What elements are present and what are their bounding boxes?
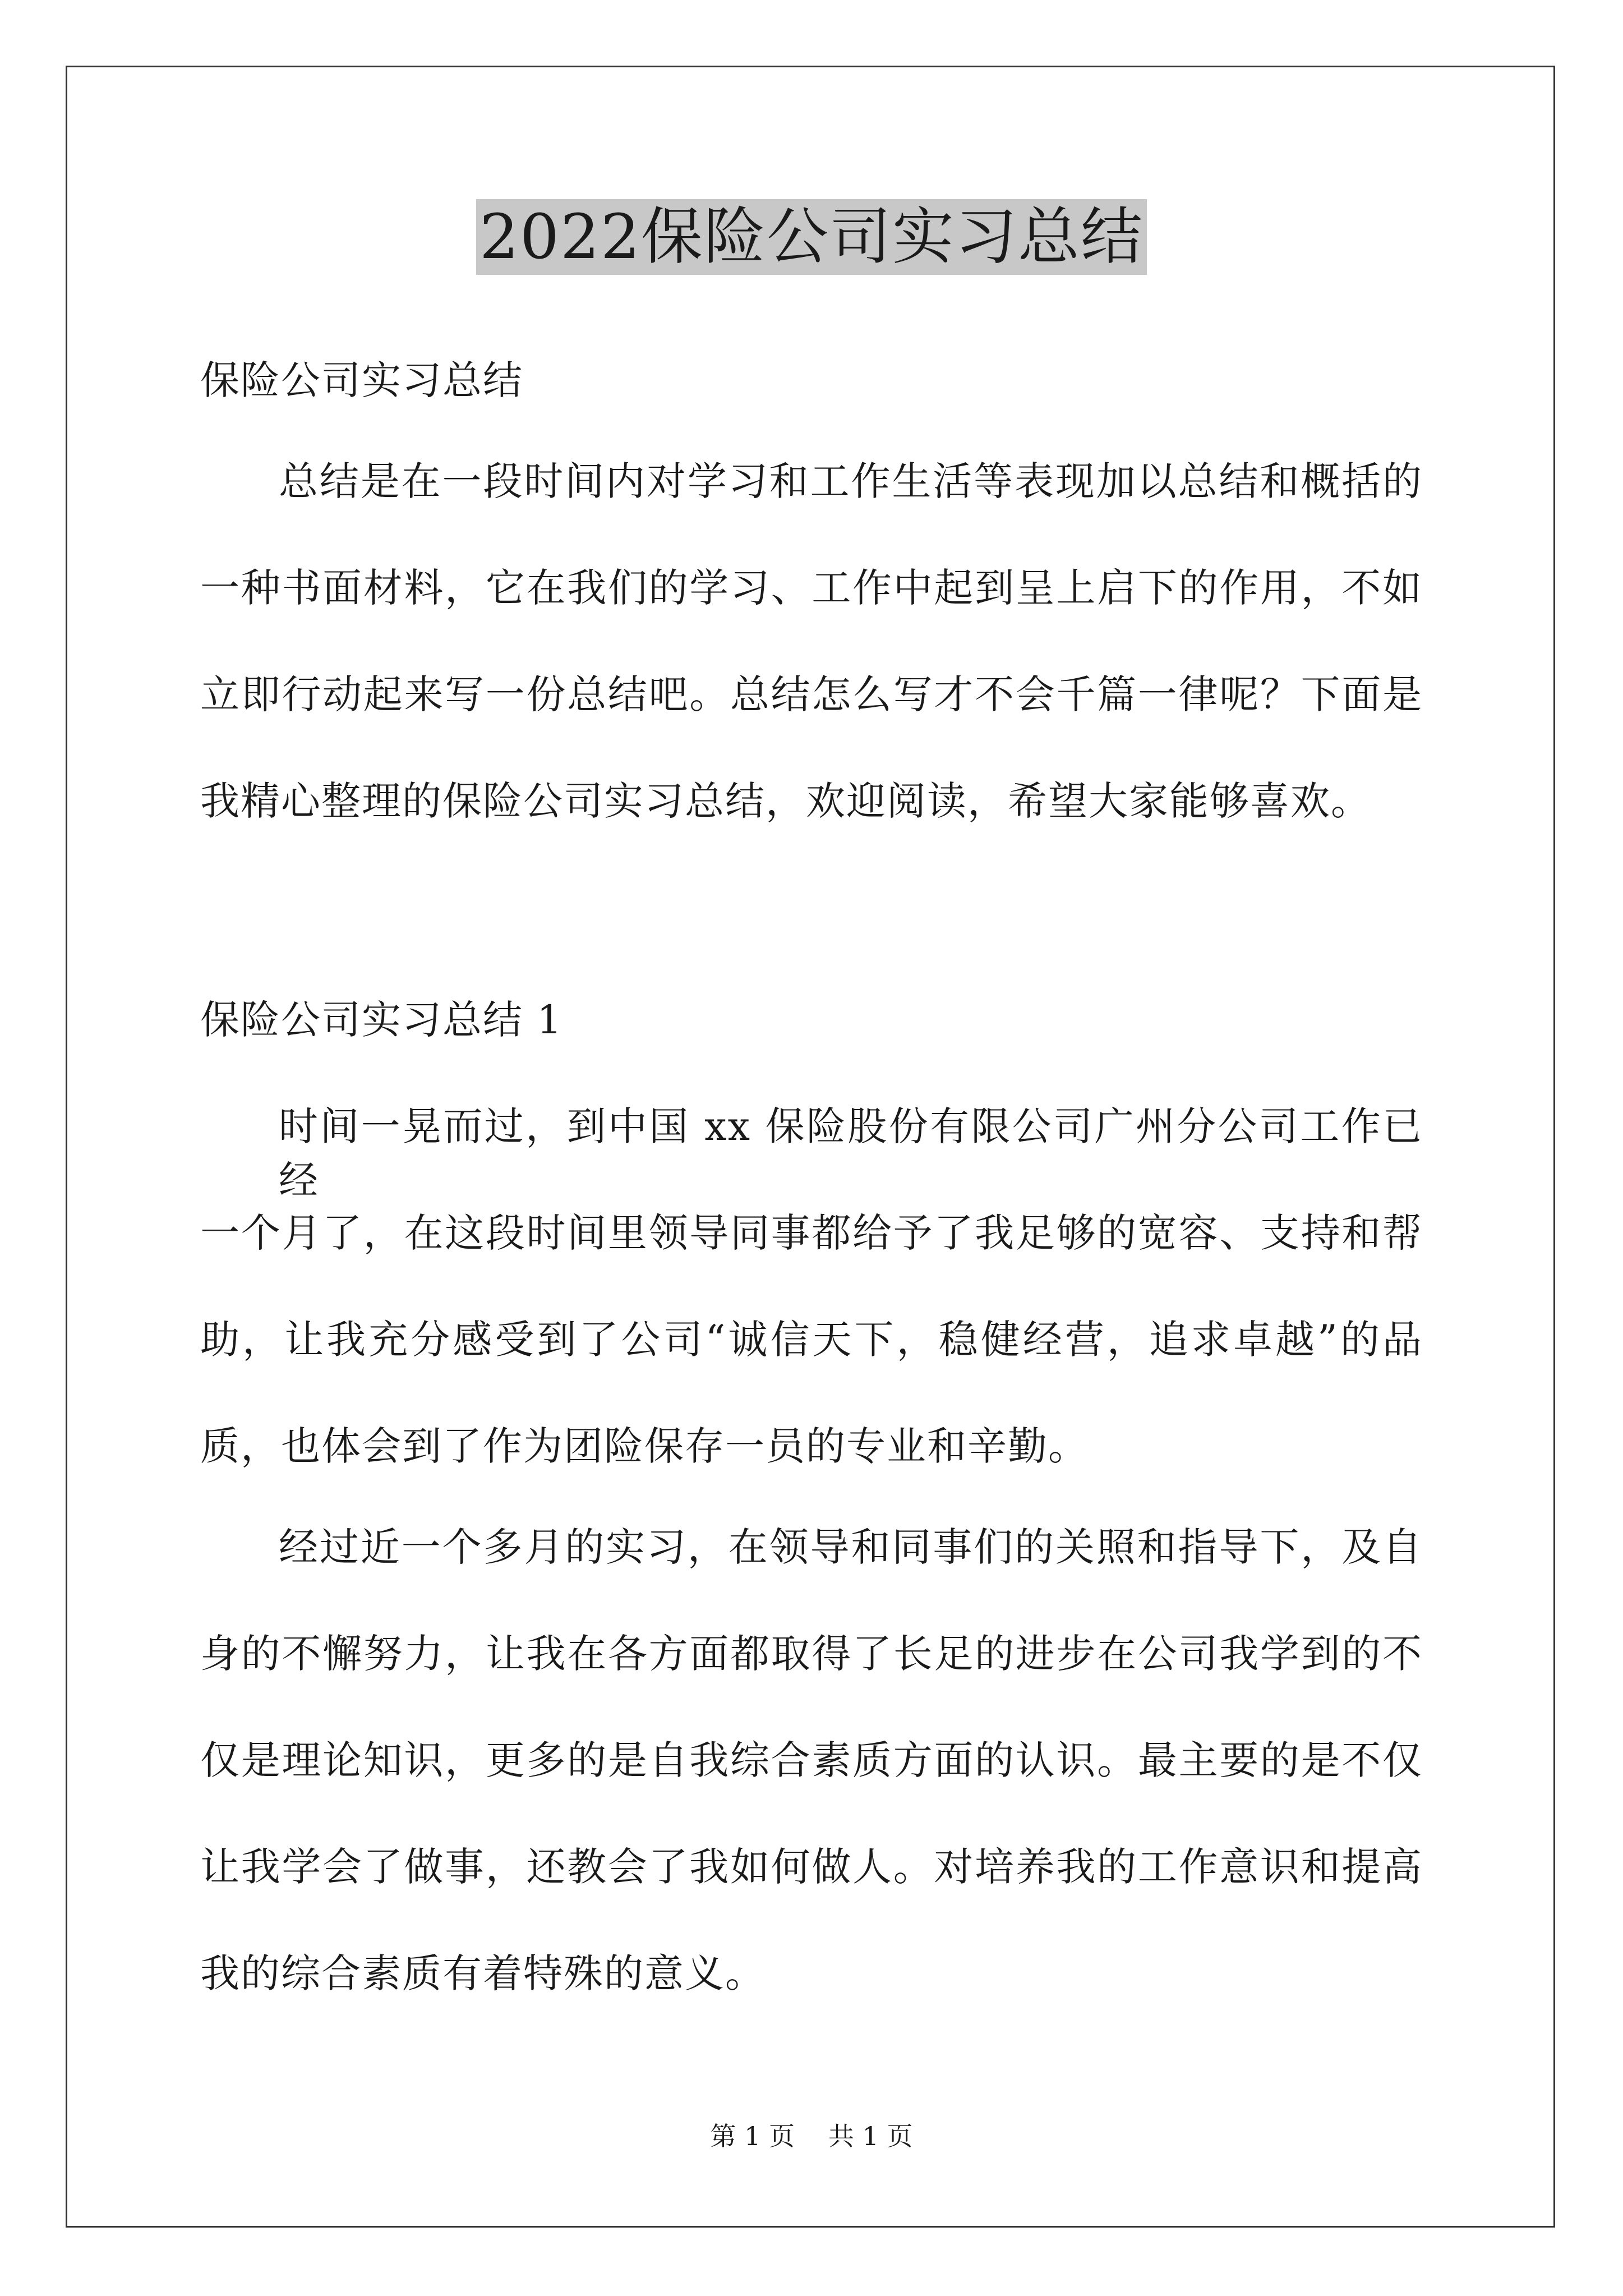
para2-line-1: 经过近一个多月的实习，在领导和同事们的关照和指导下，及自 bbox=[279, 1524, 1423, 1570]
para2-line-5: 我的综合素质有着特殊的意义。 bbox=[200, 1950, 766, 1996]
page-number: 第 1 页 bbox=[710, 2121, 795, 2151]
intro-paragraph bbox=[200, 454, 1423, 828]
intro-line-4: 我精心整理的保险公司实习总结，欢迎阅读，希望大家能够喜欢。 bbox=[200, 778, 1371, 824]
para1-line-4: 质，也体会到了作为团险保存一员的专业和辛勤。 bbox=[200, 1423, 1089, 1469]
section-heading-block bbox=[200, 993, 1423, 1047]
para2-line-3: 仅是理论知识，更多的是自我综合素质方面的认识。最主要的是不仅 bbox=[200, 1737, 1423, 1783]
para1-line-2: 一个月了，在这段时间里领导同事都给予了我足够的宽容、支持和帮 bbox=[200, 1210, 1423, 1256]
subtitle-block bbox=[200, 353, 1423, 407]
document-title: 2022保险公司实习总结 bbox=[476, 199, 1147, 275]
intro-line-2: 一种书面材料，它在我们的学习、工作中起到呈上启下的作用，不如 bbox=[200, 565, 1423, 611]
para1-line-1: 时间一晃而过，到中国 xx 保险股份有限公司广州分公司工作已经 bbox=[279, 1103, 1423, 1203]
para2-line-2: 身的不懈努力，让我在各方面都取得了长足的进步在公司我学到的不 bbox=[200, 1631, 1423, 1677]
paragraph-2 bbox=[200, 1520, 1423, 2000]
title-container bbox=[0, 199, 1623, 275]
section-heading: 保险公司实习总结 1 bbox=[200, 997, 563, 1043]
page-footer bbox=[0, 2119, 1623, 2153]
intro-line-1: 总结是在一段时间内对学习和工作生活等表现加以总结和概括的 bbox=[279, 458, 1423, 504]
page-total: 共 1 页 bbox=[828, 2121, 913, 2151]
paragraph-1 bbox=[200, 1099, 1423, 1473]
para2-line-4: 让我学会了做事，还教会了我如何做人。对培养我的工作意识和提高 bbox=[200, 1844, 1423, 1890]
intro-line-3: 立即行动起来写一份总结吧。总结怎么写才不会千篇一律呢？下面是 bbox=[200, 671, 1423, 717]
para1-line-3: 助，让我充分感受到了公司“诚信天下，稳健经营，追求卓越”的品 bbox=[200, 1317, 1423, 1363]
document-subtitle: 保险公司实习总结 bbox=[200, 357, 523, 403]
